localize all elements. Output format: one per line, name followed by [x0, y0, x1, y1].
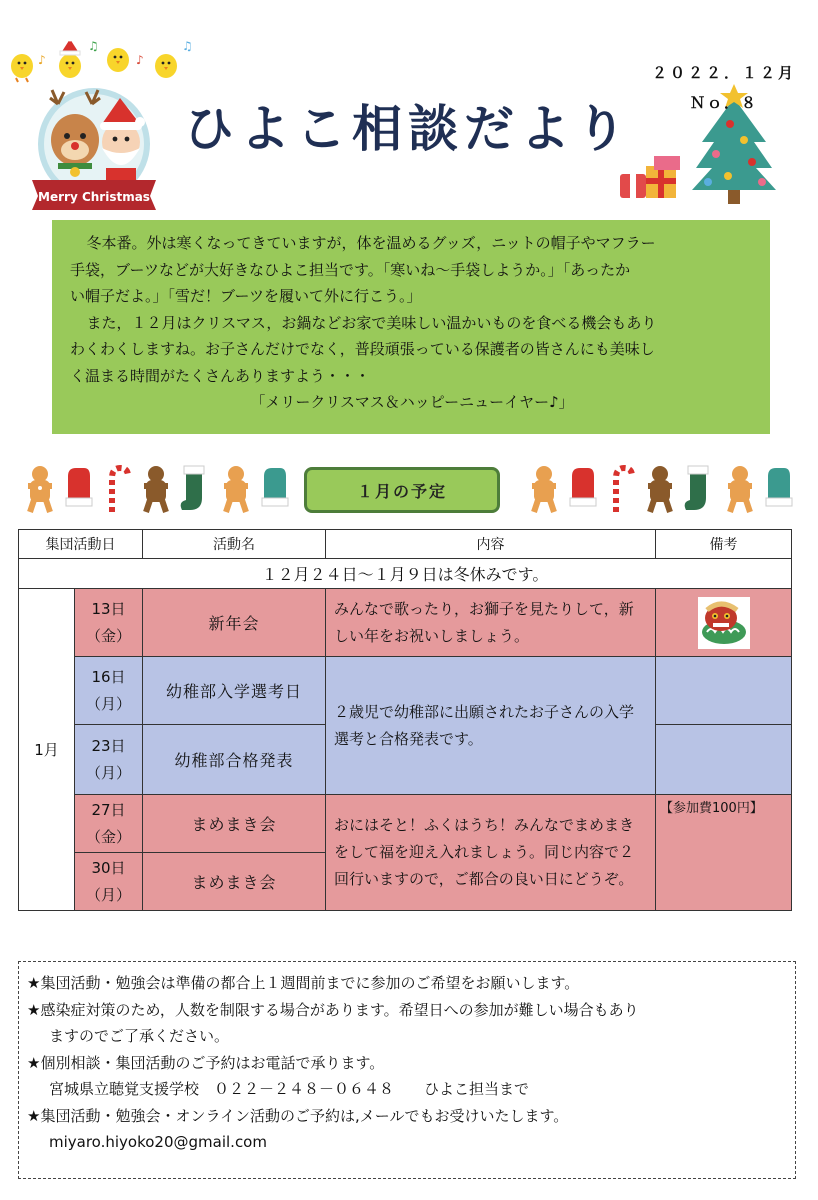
badge-text: Merry Christmas [38, 190, 150, 204]
activity-desc: ２歳児で幼稚部に出願されたお子さんの入学選考と合格発表です。 [326, 657, 656, 795]
svg-text:♪: ♪ [136, 53, 144, 67]
svg-text:♫: ♫ [88, 39, 99, 53]
chick-icon [107, 48, 129, 72]
day: 13日 [91, 599, 126, 618]
intro-line: い帽子だよ。」「雪だ！ブーツを履いて外に行こう。」 [70, 287, 422, 305]
gift-icon [620, 156, 680, 198]
issue-number: Ｎｏ．８ [690, 94, 759, 112]
remarks-fee: 【参加費100円】 [656, 795, 792, 911]
header-activity-day: 集団活動日 [19, 530, 143, 559]
note-line: ★集団活動・勉強会・オンライン活動のご予約は,メールでもお受けいたします。 [27, 1106, 569, 1125]
weekday: （金） [85, 626, 131, 645]
table-row [19, 657, 792, 725]
day: 30日 [91, 858, 126, 877]
schedule-table [18, 529, 792, 911]
day-cell [75, 853, 143, 911]
contact-phone: 宮城県立聴覚支援学校 ０２２－２４８－０６４８ ひよこ担当まで [49, 1080, 530, 1098]
svg-text:♪: ♪ [38, 53, 46, 67]
weekday: （月） [85, 885, 131, 904]
notes-box [18, 961, 796, 1179]
mitten-icon [766, 468, 792, 506]
mitten-icon [570, 468, 596, 506]
chick-icon [59, 37, 81, 79]
activity-name: 新年会 [143, 589, 326, 657]
schedule-title: １月の予定 [304, 467, 500, 513]
intro-line: わくわくしますね。お子さんだけでなく，普段頑張っている保護者の皆さんにも美味し [70, 340, 655, 358]
activity-desc: みんなで歌ったり，お獅子を見たりして，新しい年をお祝いしましょう。 [326, 589, 656, 657]
note-line: ★集団活動・勉強会は準備の都合上１週間前までに参加のご希望をお願いします。 [27, 974, 580, 992]
table-row [19, 795, 792, 853]
issue-date: ２０２２．１２月 [652, 64, 797, 82]
gingerbread-icon [28, 466, 52, 512]
activity-desc: おにはそと！ふくはうち！みんなでまめまきをして福を迎え入れましょう。同じ内容で２回行いますので，ご都合の良い日にどうぞ。 [326, 795, 656, 911]
intro-line: また，１２月はクリスマス，お鍋などお家で美味しい温かいものを食べる機会もあり [86, 313, 657, 332]
mitten-icon [66, 468, 92, 506]
gingerbread-icon [144, 466, 168, 512]
weekday: （月） [85, 694, 131, 713]
day: 23日 [91, 736, 126, 755]
stocking-icon [685, 466, 708, 510]
candy-cane-icon [616, 468, 632, 512]
day-cell [75, 725, 143, 795]
activity-name: まめまき会 [143, 853, 326, 911]
day: 27日 [91, 800, 126, 819]
candy-cane-icon [112, 468, 128, 512]
note-line: ますのでご了承ください。 [49, 1027, 230, 1045]
page-title: ひよこ相談だより [184, 100, 632, 158]
day-cell [75, 657, 143, 725]
chick-icons [8, 36, 198, 86]
header-content: 内容 [326, 530, 656, 559]
chick-icon [155, 54, 177, 78]
weekday: （月） [85, 763, 131, 782]
day: 16日 [91, 667, 126, 686]
svg-text:♫: ♫ [182, 39, 193, 53]
chick-icon [11, 54, 33, 82]
table-row [19, 589, 792, 657]
intro-line: く温まる時間がたくさんありますよう・・・ [70, 366, 371, 385]
table-header-row [19, 530, 792, 559]
intro-line: 手袋，ブーツなどが大好きなひよこ担当です。「寒いね～手袋しようか。」「あったか [70, 260, 631, 279]
lion-dance-icon [697, 596, 751, 650]
day-cell [75, 589, 143, 657]
merry-christmas-badge [28, 84, 160, 214]
intro-line: 冬本番。外は寒くなってきていますが，体を温めるグッズ，ニットの帽子やマフラー [86, 234, 656, 252]
gingerbread-icon [532, 466, 556, 512]
intro-greeting: 「メリークリスマス＆ハッピーニューイヤー♪」 [250, 393, 574, 411]
note-line: ★個別相談・集団活動のご予約はお電話で承ります。 [27, 1053, 385, 1072]
weekday: （金） [85, 827, 131, 846]
intro-box [52, 220, 770, 434]
winter-break-notice: １２月２４日～１月９日は冬休みです。 [19, 559, 792, 589]
contact-email: miyaro.hiyoko20@gmail.com [49, 1133, 267, 1151]
remarks-cell [656, 589, 792, 657]
note-line: ★感染症対策のため，人数を制限する場合があります。希望日への参加が難しい場合もあり [27, 1000, 639, 1019]
activity-name: 幼稚部入学選考日 [143, 657, 326, 725]
activity-name: まめまき会 [143, 795, 326, 853]
header-remarks: 備考 [656, 530, 792, 559]
decoration-strip-right [528, 462, 800, 518]
gingerbread-icon [224, 466, 248, 512]
gingerbread-icon [728, 466, 752, 512]
decoration-strip-left [24, 462, 296, 518]
activity-name: 幼稚部合格発表 [143, 725, 326, 795]
stocking-icon [181, 466, 204, 510]
month-cell: 1月 [19, 589, 75, 911]
gingerbread-icon [648, 466, 672, 512]
mitten-icon [262, 468, 288, 506]
header-activity-name: 活動名 [143, 530, 326, 559]
remarks-cell [656, 657, 792, 725]
remarks-cell [656, 725, 792, 795]
winter-break-row [19, 559, 792, 589]
day-cell [75, 795, 143, 853]
